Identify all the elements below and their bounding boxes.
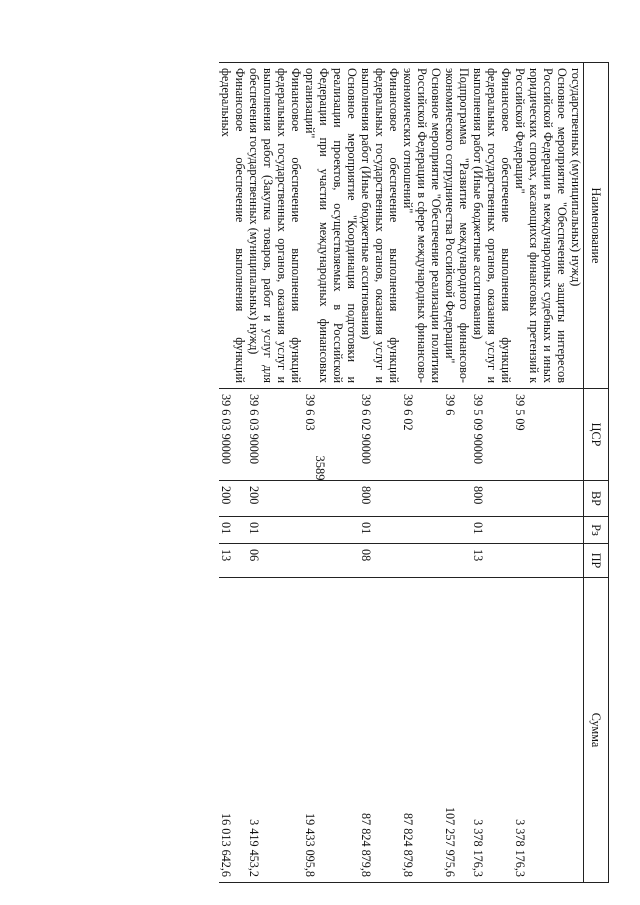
row-name: Основное мероприятие "Обеспечение защиты интересов Российской Федерации в международных судебных и иных юридических спорах, касающихся финансовых претензий к Российской Федерации" [513, 63, 569, 389]
table-row [247, 63, 303, 883]
row-pr [569, 544, 584, 578]
row-name: государственных (муниципальных) нужд) [569, 63, 584, 389]
table-header-row [584, 63, 609, 883]
row-vr: 200 [219, 481, 247, 517]
header-vr: ВР [584, 481, 609, 517]
row-rz: 01 [471, 517, 513, 544]
row-vr: 800 [359, 481, 401, 517]
table-row [569, 63, 584, 883]
table-row [443, 63, 471, 883]
row-sum: 87 824 879,8 [401, 578, 443, 883]
header-csr: ЦСР [584, 389, 609, 481]
row-pr: 13 [471, 544, 513, 578]
page-number: 3589 [313, 455, 327, 481]
row-pr [513, 544, 569, 578]
row-vr [401, 481, 443, 517]
row-vr [303, 481, 359, 517]
row-csr: 39 6 [443, 389, 471, 481]
row-sum: 3 378 176,3 [471, 578, 513, 883]
row-csr: 39 5 09 90000 [471, 389, 513, 481]
table-row [513, 63, 569, 883]
row-rz: 01 [359, 517, 401, 544]
table-row [401, 63, 443, 883]
row-rz [443, 517, 471, 544]
table-row [471, 63, 513, 883]
row-csr [569, 389, 584, 481]
row-sum: 107 257 975,6 [443, 578, 471, 883]
row-sum [569, 578, 584, 883]
row-pr: 13 [219, 544, 247, 578]
row-sum: 3 419 453,2 [247, 578, 303, 883]
row-name: Финансовое обеспечение выполнения функций федеральных государственных органов, оказания услуг и выполнения работ (Закупка товаров, работ и услуг для обеспечения государственных (муниципальных) нужд) [247, 63, 303, 389]
table-row [303, 63, 359, 883]
header-sum: Сумма [584, 578, 609, 883]
row-rz: 01 [219, 517, 247, 544]
row-pr [303, 544, 359, 578]
rotated-page [23, 62, 609, 882]
header-rz: Рз [584, 517, 609, 544]
row-pr [443, 544, 471, 578]
row-sum: 87 824 879,8 [359, 578, 401, 883]
row-csr: 39 6 02 90000 [359, 389, 401, 481]
row-vr: 200 [247, 481, 303, 517]
row-vr [513, 481, 569, 517]
row-name: Финансовое обеспечение выполнения функций федеральных государственных органов, оказания услуг и выполнения работ (Иные бюджетные ассигнования) [359, 63, 401, 389]
header-pr: ПР [584, 544, 609, 578]
table-row [219, 63, 247, 883]
row-vr: 800 [471, 481, 513, 517]
row-pr: 06 [247, 544, 303, 578]
row-csr: 39 6 03 90000 [219, 389, 247, 481]
row-name: Финансовое обеспечение выполнения функций федеральных [219, 63, 247, 389]
row-name: Финансовое обеспечение выполнения функций федеральных государственных органов, оказания услуг и выполнения работ (Иные бюджетные ассигнования) [471, 63, 513, 389]
row-sum: 19 433 095,8 [303, 578, 359, 883]
budget-table [219, 62, 609, 883]
row-name: Основное мероприятие "Обеспечение реализации политики Российской Федерации в сфере международных финансово-экономических отношений" [401, 63, 443, 389]
row-csr: 39 6 03 90000 [247, 389, 303, 481]
row-sum: 3 378 176,3 [513, 578, 569, 883]
row-rz [569, 517, 584, 544]
row-pr: 08 [359, 544, 401, 578]
row-csr: 39 5 09 [513, 389, 569, 481]
row-rz [513, 517, 569, 544]
row-csr: 39 6 03 [303, 389, 359, 481]
row-vr [569, 481, 584, 517]
row-rz [303, 517, 359, 544]
row-pr [401, 544, 443, 578]
row-rz: 01 [247, 517, 303, 544]
row-name: Подпрограмма "Развитие международного финансово-экономического сотрудничества Российской Федерации" [443, 63, 471, 389]
row-rz [401, 517, 443, 544]
row-csr: 39 6 02 [401, 389, 443, 481]
header-name: Наименование [584, 63, 609, 389]
row-vr [443, 481, 471, 517]
table-row [359, 63, 401, 883]
row-sum: 16 013 642,6 [219, 578, 247, 883]
row-name: Основное мероприятие "Координация подготовки и реализации проектов, осуществляемых в Российской Федерации при участии международных финансовых организаций" [303, 63, 359, 389]
